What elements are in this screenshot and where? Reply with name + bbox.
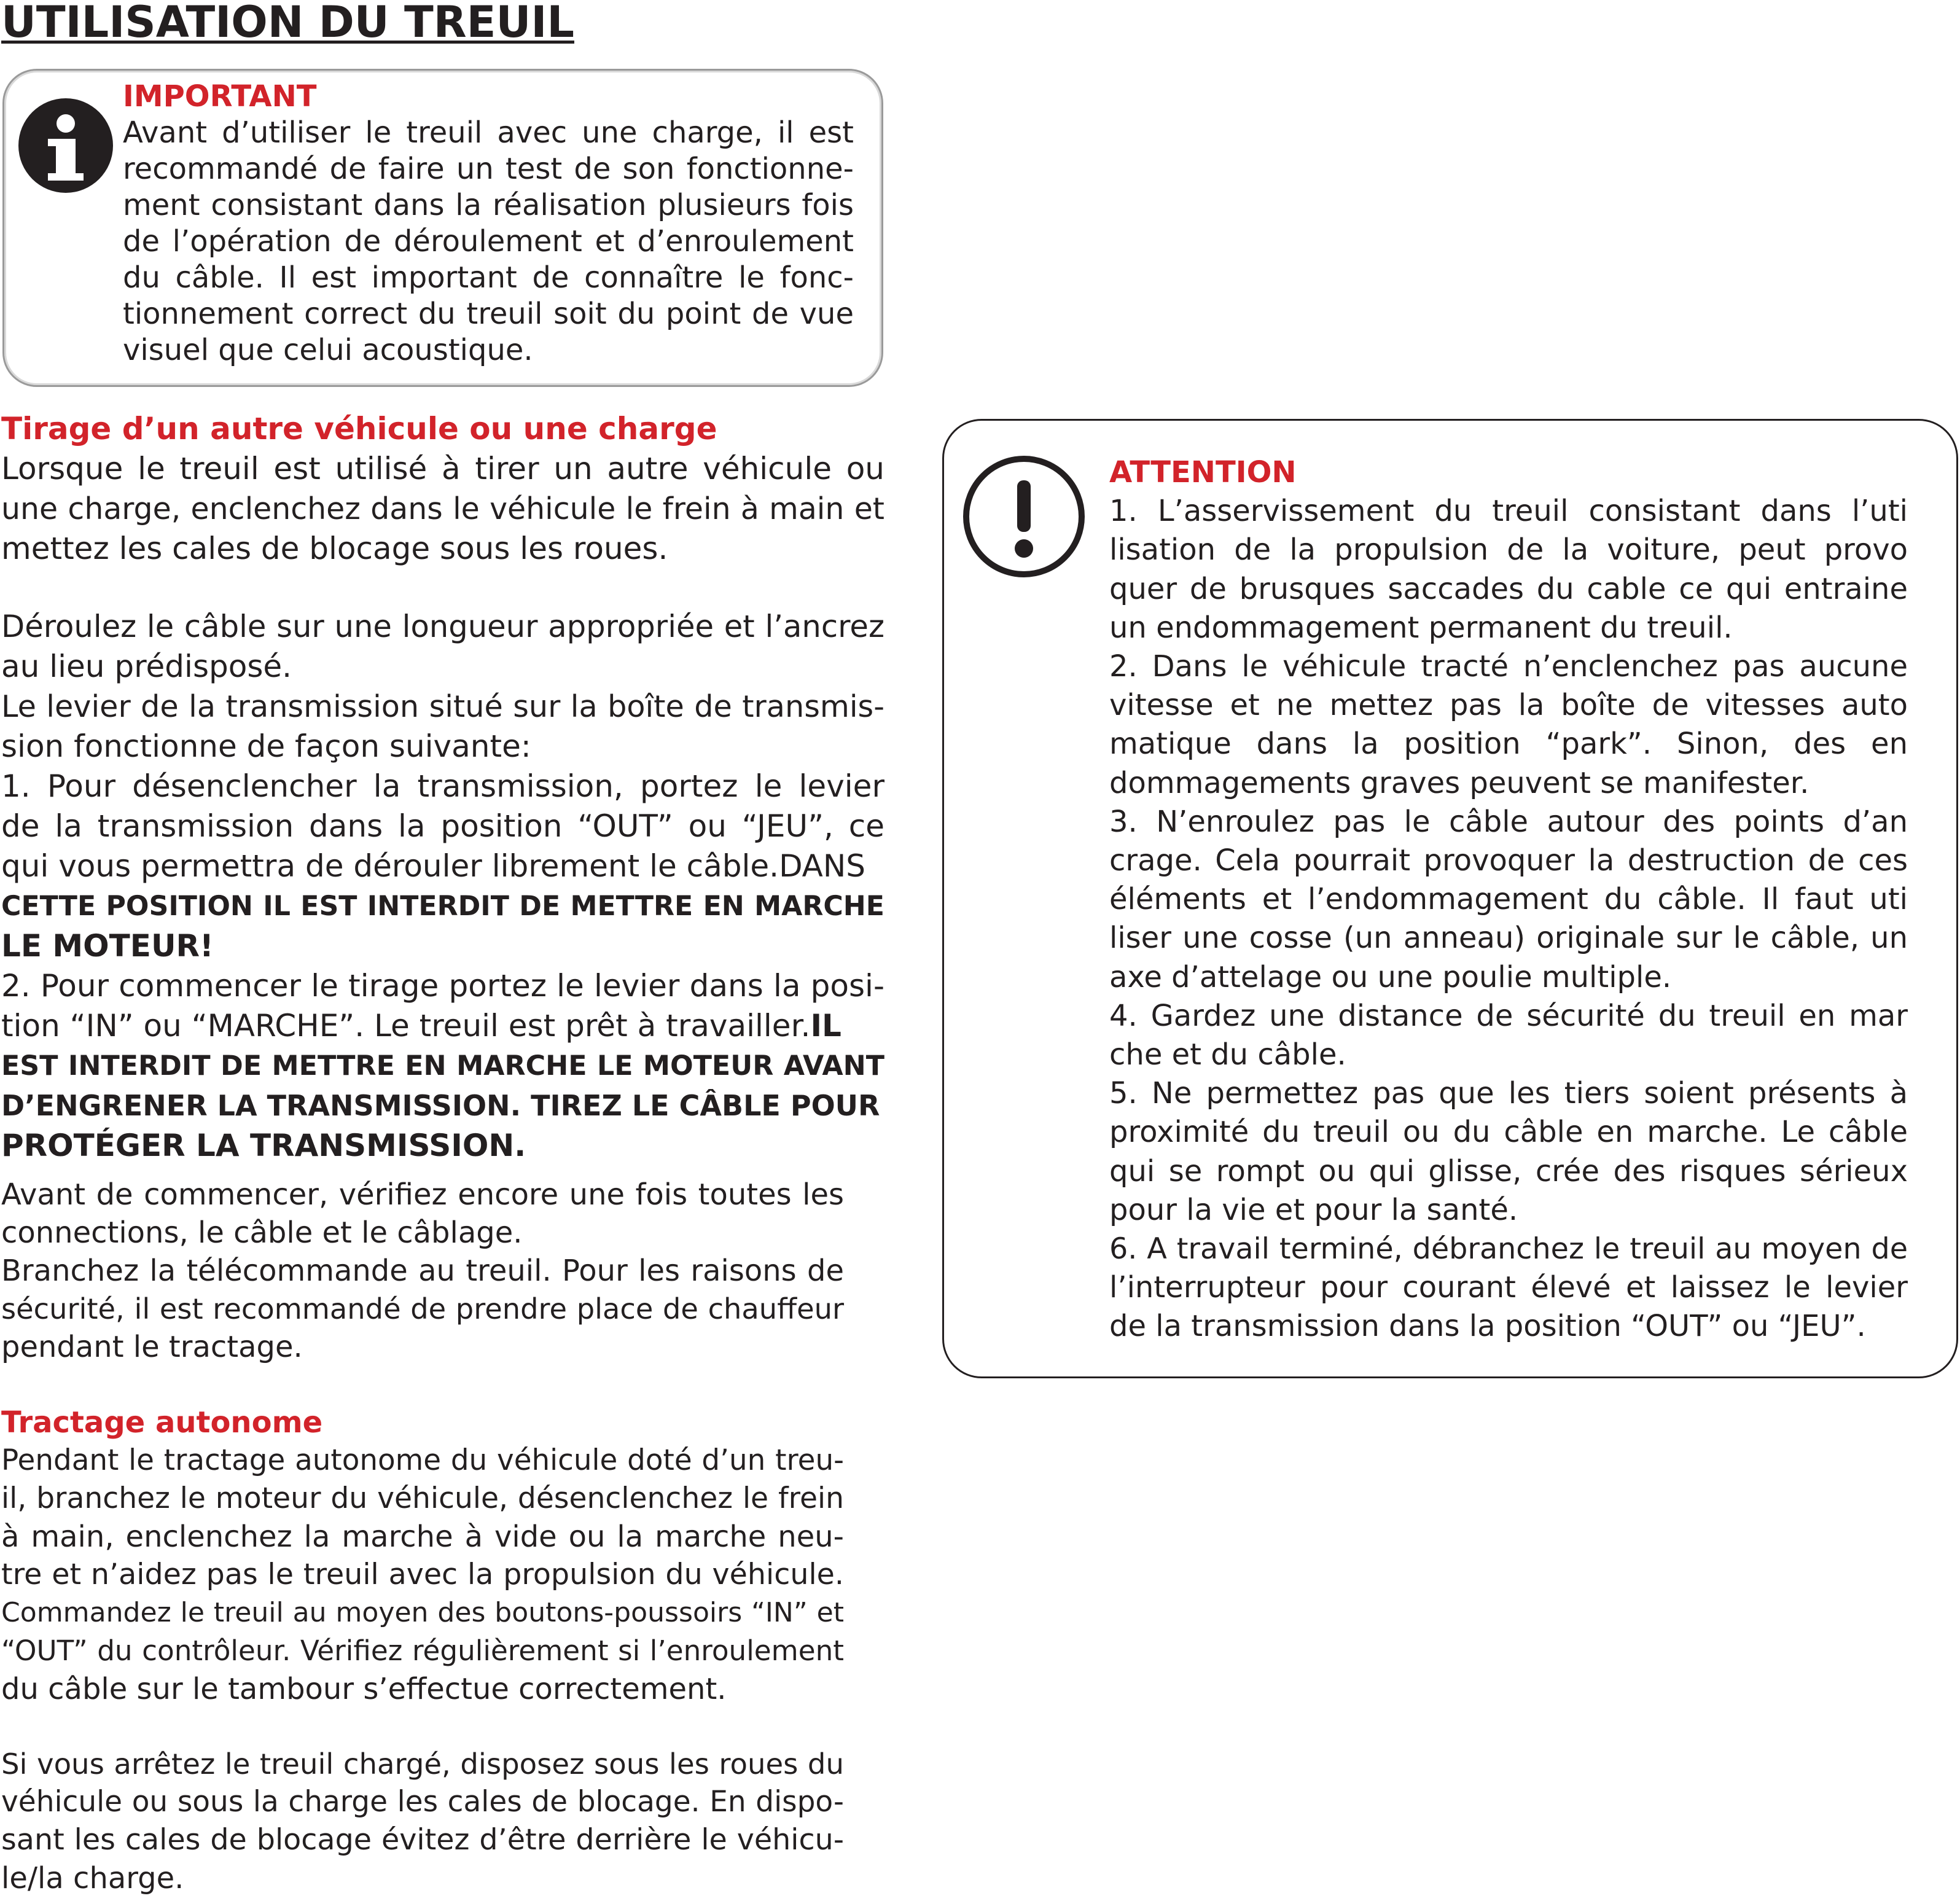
warning-bold-line: EST INTERDIT DE METTRE EN MARCHE LE MOTEUR AVANT [1, 1050, 884, 1082]
paragraph-line: au lieu prédisposé. [1, 649, 292, 684]
tirage-heading: Tirage d’un autre véhicule ou une charge [1, 411, 717, 447]
attention-line: éléments et l’endommagement du câble. Il faut uti [1109, 882, 1908, 917]
paragraph-line: véhicule ou sous la charge les cales de blocage. En dispo- [1, 1785, 844, 1819]
important-line: de l’opération de déroulement et d’enroulement [123, 224, 854, 259]
spacer [1, 1708, 844, 1745]
important-line: recommandé de faire un test de son fonctionne- [123, 152, 854, 186]
avant-section [1, 1176, 844, 1366]
important-text [123, 79, 854, 369]
tractage-heading: Tractage autonome [1, 1405, 323, 1440]
paragraph-line: Lorsque le treuil est utilisé à tirer un autre véhicule ou [1, 451, 884, 486]
warning-bold-text: IL [810, 1008, 841, 1044]
attention-line: axe d’attelage ou une poulie multiple. [1109, 959, 1672, 994]
attention-heading: ATTENTION [1109, 455, 1297, 490]
attention-line: 5. Ne permettez pas que les tiers soient présents à [1109, 1076, 1908, 1111]
paragraph-line: Le levier de la transmission situé sur la boîte de transmis- [1, 689, 884, 724]
paragraph-line: Si vous arrêtez le treuil chargé, disposez sous les roues du [1, 1747, 844, 1781]
attention-line: matique dans la position “park”. Sinon, des en [1109, 727, 1908, 762]
paragraph-line: Commandez le treuil au moyen des boutons-poussoirs “IN” et [1, 1597, 844, 1628]
attention-line: 2. Dans le véhicule tracté n’enclenchez pas aucune [1109, 649, 1908, 684]
attention-line: crage. Cela pourrait provoquer la destruction de ces [1109, 843, 1908, 878]
important-line: tionnement correct du treuil soit du point de vue [123, 297, 854, 331]
paragraph-line: Branchez la télécommande au treuil. Pour les raisons de [1, 1254, 844, 1288]
attention-line: pour la vie et pour la santé. [1109, 1192, 1518, 1227]
spacer [1, 569, 884, 607]
attention-line: un endommagement permanent du treuil. [1109, 610, 1733, 645]
paragraph-line: sécurité, il est recommandé de prendre place de chauffeur [1, 1292, 844, 1325]
paragraph-line: qui vous permettra de dérouler librement le câble.DANS [1, 848, 866, 884]
tirage-section [1, 409, 884, 1166]
paragraph-line: pendant le tractage. [1, 1330, 303, 1364]
important-line: Avant d’utiliser le treuil avec une charge, il est [123, 115, 854, 150]
attention-line: de la transmission dans la position “OUT” ou “JEU”. [1109, 1309, 1866, 1344]
info-icon [18, 98, 113, 193]
attention-line: qui se rompt ou qui glisse, crée des risques sérieux [1109, 1153, 1908, 1189]
important-line: ment consistant dans la réalisation plusieurs fois [123, 188, 854, 222]
warning-bold-line: PROTÉGER LA TRANSMISSION. [1, 1128, 526, 1163]
paragraph-line: Pendant le tractage autonome du véhicule doté d’un treu- [1, 1444, 844, 1477]
attention-line: 1. L’asservissement du treuil consistant dans l’uti [1109, 494, 1908, 529]
paragraph-line: 1. Pour désenclencher la transmission, portez le levier [1, 768, 884, 804]
paragraph-line: une charge, enclenchez dans le véhicule le frein à main et [1, 491, 884, 526]
tractage-section [1, 1403, 844, 1897]
warning-bold-line: LE MOTEUR! [1, 928, 214, 964]
paragraph-line: du câble sur le tambour s’effectue correctement. [1, 1672, 727, 1706]
attention-line: che et du câble. [1109, 1037, 1346, 1072]
paragraph-line: tre et n’aidez pas le treuil avec la propulsion du véhicule. [1, 1558, 844, 1591]
warning-bold-line: CETTE POSITION IL EST INTERDIT DE METTRE EN MARCHE [1, 891, 884, 922]
paragraph-text: tion “IN” ou “MARCHE”. Le treuil est prêt à travailler. [1, 1008, 811, 1044]
page-title: UTILISATION DU TREUIL [1, 0, 574, 47]
attention-text [1109, 453, 1908, 1346]
paragraph-line: mettez les cales de blocage sous les roues. [1, 531, 668, 566]
paragraph-line: il, branchez le moteur du véhicule, désenclenchez le frein [1, 1481, 844, 1515]
important-heading: IMPORTANT [123, 79, 317, 114]
paragraph-line: sion fonctionne de façon suivante: [1, 728, 531, 764]
paragraph-line: à main, enclenchez la marche à vide ou la marche neu- [1, 1520, 844, 1554]
attention-line: l’interrupteur pour courant élevé et laissez le levier [1109, 1270, 1908, 1305]
paragraph-line [1, 1006, 884, 1046]
important-line: visuel que celui acoustique. [123, 333, 533, 367]
attention-line: dommagements graves peuvent se manifester. [1109, 765, 1810, 800]
paragraph-line: 2. Pour commencer le tirage portez le levier dans la posi- [1, 968, 884, 1004]
warning-bold-line: D’ENGRENER LA TRANSMISSION. TIREZ LE CÂBLE POUR [1, 1089, 880, 1122]
attention-line: vitesse et ne mettez pas la boîte de vitesses auto [1109, 688, 1908, 723]
important-line: du câble. Il est important de connaître le fonc- [123, 260, 854, 295]
attention-line: lisation de la propulsion de la voiture, peut provo [1109, 533, 1908, 568]
attention-line: liser une cosse (un anneau) originale sur le câble, un [1109, 921, 1908, 956]
paragraph-line: sant les cales de blocage évitez d’être derrière le véhicu- [1, 1823, 844, 1857]
attention-line: proximité du treuil ou du câble en marche. Le câble [1109, 1115, 1908, 1150]
paragraph-line: “OUT” du contrôleur. Vérifiez régulièrement si l’enroulement [1, 1634, 844, 1667]
paragraph-line: connections, le câble et le câblage. [1, 1216, 523, 1250]
paragraph-line: de la transmission dans la position “OUT” ou “JEU”, ce [1, 808, 884, 844]
paragraph-line: le/la charge. [1, 1861, 184, 1895]
attention-line: 4. Gardez une distance de sécurité du treuil en mar [1109, 998, 1908, 1033]
paragraph-line: Déroulez le câble sur une longueur appropriée et l’ancrez [1, 609, 884, 644]
warning-icon [963, 456, 1085, 577]
attention-line: 3. N’enroulez pas le câble autour des points d’an [1109, 804, 1908, 839]
attention-line: 6. A travail terminé, débranchez le treuil au moyen de [1109, 1232, 1908, 1267]
attention-line: quer de brusques saccades du cable ce qui entraine [1109, 571, 1908, 606]
paragraph-line: Avant de commencer, vérifiez encore une fois toutes les [1, 1177, 844, 1212]
